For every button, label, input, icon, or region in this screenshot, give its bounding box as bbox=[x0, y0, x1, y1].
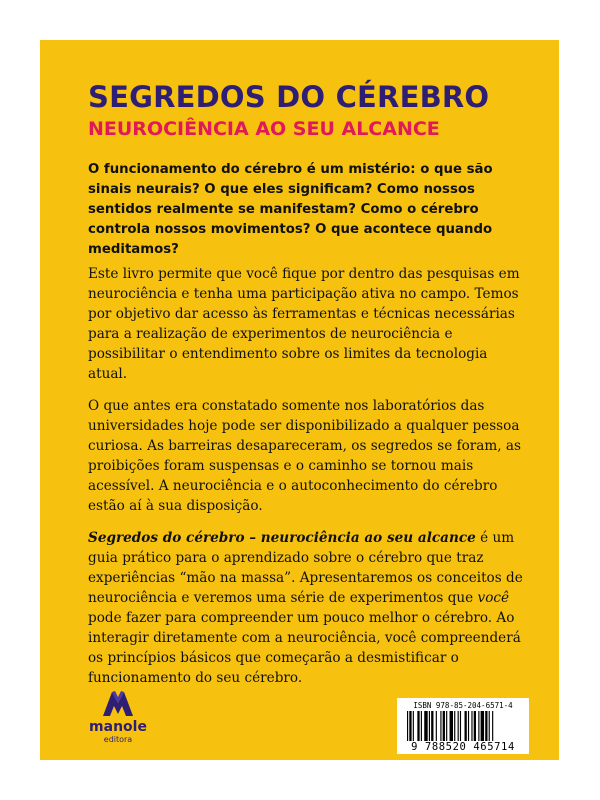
barcode-bars bbox=[407, 711, 519, 741]
barcode-bar bbox=[424, 711, 427, 741]
isbn-text: ISBN 978-85-204-6571-4 bbox=[413, 701, 513, 710]
manole-logo-icon bbox=[101, 688, 135, 718]
publisher-tagline: editora bbox=[103, 735, 133, 744]
barcode-bar bbox=[436, 711, 437, 741]
isbn-barcode bbox=[397, 698, 529, 754]
barcode-bar bbox=[454, 711, 455, 741]
publisher-logo bbox=[88, 688, 148, 750]
barcode-bar bbox=[417, 711, 419, 741]
barcode-bar bbox=[443, 711, 445, 741]
barcode-bar bbox=[409, 711, 411, 741]
paragraph-3-text-a: é um guia prático para o aprendizado sobre o cérebro que traz experiências “mão na massa”. Apresentaremos os conceitos de neurociência e veremos uma série de experimentos que bbox=[88, 530, 523, 606]
barcode-bar bbox=[492, 711, 493, 741]
barcode-bar bbox=[485, 711, 487, 741]
barcode-bar bbox=[407, 711, 408, 741]
barcode-bar bbox=[421, 711, 422, 741]
barcode-bar bbox=[468, 711, 469, 741]
description-paragraph-3 bbox=[88, 528, 528, 688]
barcode-bar bbox=[474, 711, 476, 741]
book-back-cover bbox=[40, 40, 559, 760]
book-subtitle: NEUROCIÊNCIA AO SEU ALCANCE bbox=[88, 118, 440, 140]
book-title: SEGREDOS DO CÉREBRO bbox=[88, 80, 490, 114]
paragraph-3-text-b: pode fazer para compreender um pouco melhor o cérebro. Ao interagir diretamente com a neurociência, você compreenderá os princípios básicos que começarão a desmistificar o funcionamento do seu cérebro. bbox=[88, 610, 521, 686]
description-body bbox=[88, 264, 528, 700]
barcode-bar bbox=[431, 711, 433, 741]
barcode-bar bbox=[471, 711, 472, 741]
barcode-number: 9 788520 465714 bbox=[411, 741, 515, 753]
barcode-bar bbox=[429, 711, 430, 741]
emphasis-voce: você bbox=[477, 590, 510, 606]
book-title-reference: Segredos do cérebro – neurociência ao seu alcance bbox=[88, 530, 476, 546]
barcode-bar bbox=[465, 711, 467, 741]
barcode-bar bbox=[440, 711, 441, 741]
barcode-bar bbox=[413, 711, 414, 741]
barcode-bar bbox=[458, 711, 459, 741]
barcode-bar bbox=[478, 711, 479, 741]
publisher-name: manole bbox=[89, 719, 147, 735]
description-paragraph-1: Este livro permite que você fique por dentro das pesquisas em neurociência e tenha uma participação ativa no campo. Temos por objetivo dar acesso às ferramentas e técnicas necessárias para a realização de experimentos de neurociência e possibilitar o entendimento sobre os limites da tecnologia atual. bbox=[88, 266, 520, 382]
barcode-bar bbox=[489, 711, 490, 741]
description-paragraph-2: O que antes era constatado somente nos laboratórios das universidades hoje pode ser disponibilizado a qualquer pessoa curiosa. As barreiras desapareceram, os segredos se foram, as proibições foram suspensas e o caminho se tornou mais acessível. A neurociência e o autoconhecimento do cérebro estão aí à sua disposição. bbox=[88, 398, 522, 514]
barcode-bar bbox=[450, 711, 453, 741]
barcode-bar bbox=[460, 711, 461, 741]
barcode-bar bbox=[481, 711, 484, 741]
barcode-bar bbox=[446, 711, 447, 741]
intro-questions: O funcionamento do cérebro é um mistério: o que são sinais neurais? O que eles significam? Como nossos sentidos realmente se manifestam? Como o cérebro controla nossos movimentos? O que acontece quando meditamos? bbox=[88, 162, 493, 257]
